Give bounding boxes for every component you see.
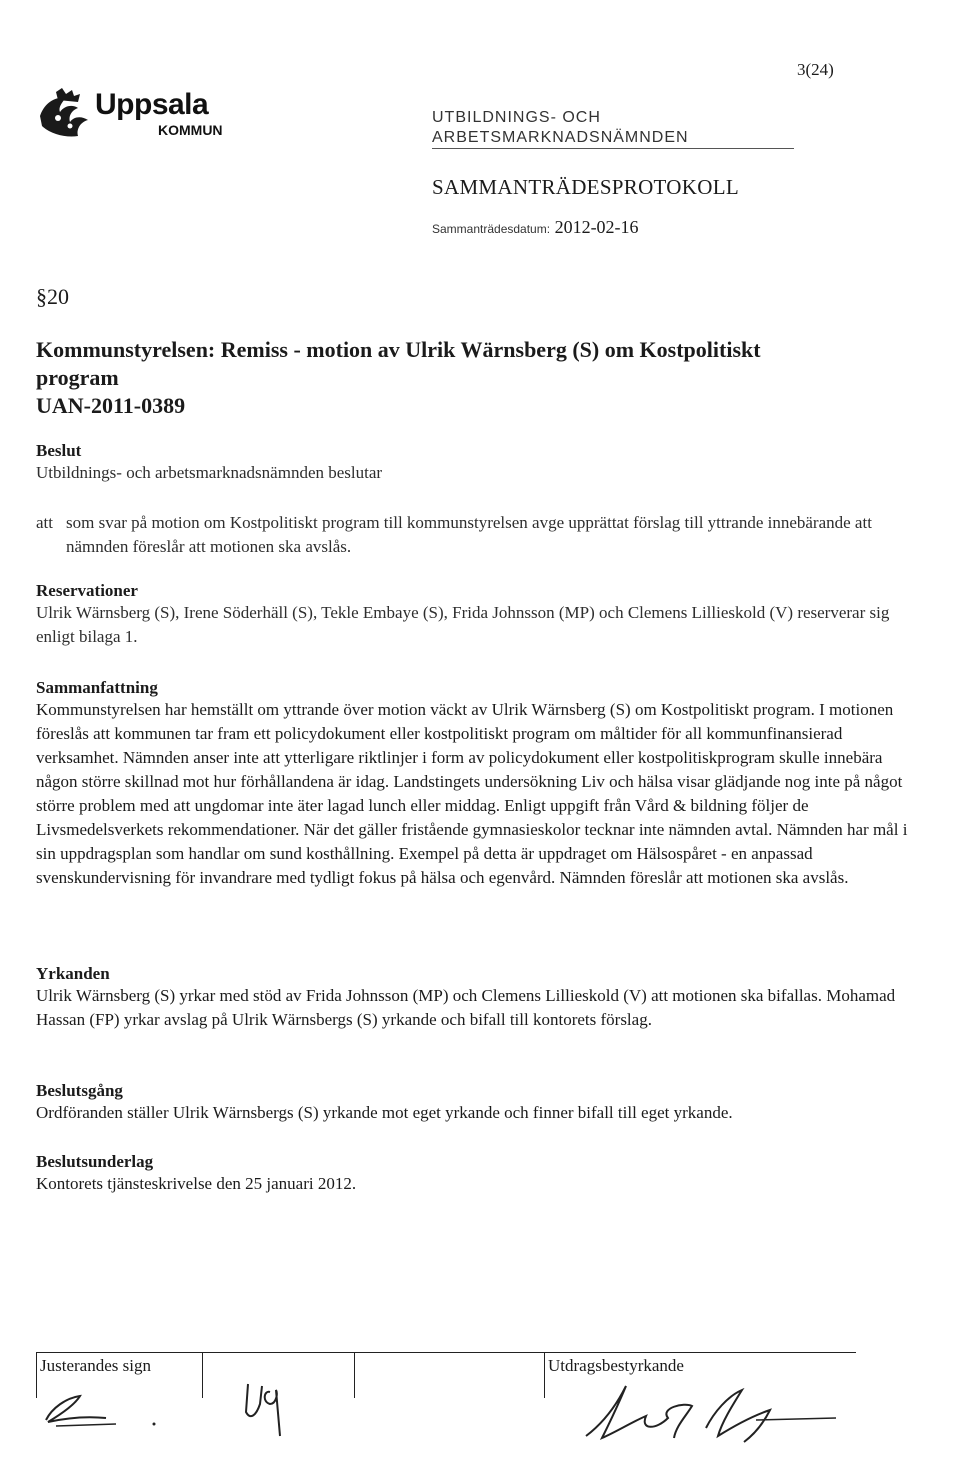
yrkanden-text: Ulrik Wärnsberg (S) yrkar med stöd av Frida Johnsson (MP) och Clemens Lillieskold (V) att motionen ska bifallas. Mohamad Hassan (FP) yrkar avslag på Ulrik Wärnsbergs (S) yrkande och bifall till kontorets förslag. [36, 986, 896, 1029]
page-number: 3(24) [797, 60, 834, 79]
decision-text: som svar på motion om Kostpolitiskt program till kommunstyrelsen avge upprättat förslag till yttrande innebärande att nämnden föreslår att motionen ska avslås. [66, 513, 872, 556]
organization-name [432, 108, 689, 148]
beslutsgang-text: Ordföranden ställer Ulrik Wärnsbergs (S) yrkande mot eget yrkande och finner bifall till eget yrkande. [36, 1103, 733, 1122]
signature-separator [544, 1352, 545, 1398]
beslutsunderlag-text: Kontorets tjänsteskrivelse den 25 januari 2012. [36, 1174, 357, 1193]
document-type: SAMMANTRÄDESPROTOKOLL [432, 175, 739, 199]
section-title [36, 336, 916, 420]
meeting-date [432, 217, 639, 238]
sammanfattning-text: Kommunstyrelsen har hemställt om yttrande över motion väckt av Ulrik Wärnsberg (S) om Kostpolitiskt program. I motionen föreslås att kommunen tar fram ett policydokument eller kostpolitiskt program om måltider för all kommunfinansierad verksamhet. Nämnden anser inte att ytterligare riktlinjer i form av policydokument eller kostpolitiskprogram skulle innebära någon större skillnad mot hur förhållandena är idag. Landstingets undersökning Liv och hälsa visar glädjande nog inte på något större problem med att ungdomar inte äter lagad lunch eller middag. Enligt uppgift från Vård & bildning följer de Livsmedelsverkets rekommendationer. När det gäller fristående gymnasieskolor tecknar inte nämnden avtal. Nämnden har mål i sin uppdragsplan som handlar om sund kosthållning. Exempel på detta är uppdraget om Hälsospåret - en anpassad svenskundervisning för invandrare med tydligt fokus på hälsa och egenvård. Nämnden föreslår att motionen ska avslås. [36, 700, 908, 887]
title-line-2: program [36, 365, 119, 390]
section-number: §20 [36, 284, 69, 309]
yrkanden-section [36, 964, 916, 1032]
logo-subtitle: KOMMUN [158, 122, 223, 138]
signature-table-top-rule [36, 1352, 856, 1353]
att-clause [36, 511, 916, 559]
sammanfattning-heading: Sammanfattning [36, 678, 158, 697]
signature-initials-1 [36, 1372, 176, 1442]
signature-initials-2 [236, 1364, 326, 1444]
header-divider [432, 148, 794, 149]
logo-wordmark: Uppsala [95, 88, 209, 121]
reservationer-text: Ulrik Wärnsberg (S), Irene Söderhäll (S), Tekle Embaye (S), Frida Johnsson (MP) och Clemens Lillieskold (V) reserverar sig enligt bilaga 1. [36, 603, 890, 646]
title-line-1: Kommunstyrelsen: Remiss - motion av Ulrik Wärnsberg (S) om Kostpolitiskt [36, 337, 761, 362]
organization-line-2: ARBETSMARKNADSNÄMNDEN [432, 129, 689, 146]
meeting-date-label: Sammanträdesdatum: [432, 222, 551, 236]
sammanfattning-section [36, 678, 916, 890]
beslutsunderlag-section [36, 1152, 916, 1196]
beslut-section [36, 441, 916, 485]
organization-line-1: UTBILDNINGS- OCH [432, 109, 601, 126]
reservationer-section [36, 581, 916, 649]
yrkanden-heading: Yrkanden [36, 964, 110, 983]
beslut-intro: Utbildnings- och arbetsmarknadsnämnden beslutar [36, 463, 383, 482]
beslutsgang-section [36, 1081, 916, 1125]
signature-separator [354, 1352, 355, 1398]
utdragsbestyrkande-label: Utdragsbestyrkande [548, 1356, 684, 1375]
signature-utdrag [556, 1366, 846, 1456]
beslut-heading: Beslut [36, 441, 82, 460]
signature-table [36, 1352, 856, 1462]
beslutsgang-heading: Beslutsgång [36, 1081, 123, 1100]
meeting-date-value: 2012-02-16 [554, 217, 639, 237]
beslutsunderlag-heading: Beslutsunderlag [36, 1152, 154, 1171]
justerandes-sign-label: Justerandes sign [40, 1356, 151, 1375]
case-number: UAN-2011-0389 [36, 393, 186, 418]
att-word: att [36, 513, 53, 532]
reservationer-heading: Reservationer [36, 581, 138, 600]
signature-separator [202, 1352, 203, 1398]
